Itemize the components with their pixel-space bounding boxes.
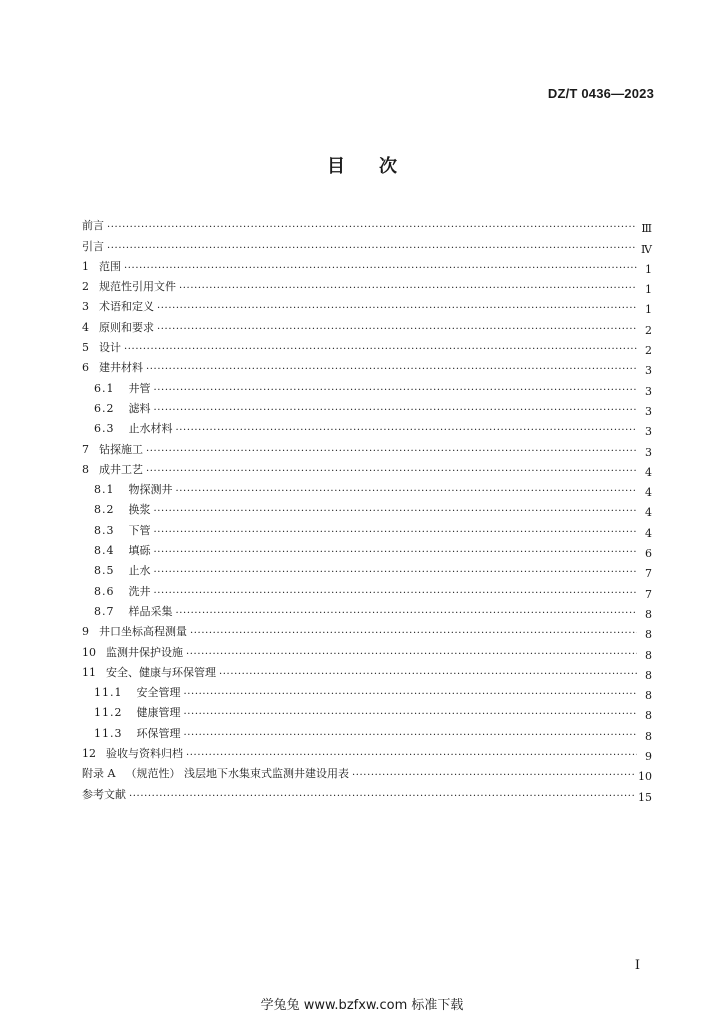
toc-entry-number: 3	[82, 300, 89, 314]
toc-entry-number: 8.1	[94, 483, 115, 497]
toc-entry[interactable]	[82, 639, 652, 662]
toc-entry-page: 6	[645, 547, 652, 561]
toc-entry-page: 1	[645, 262, 652, 276]
toc-entry-number: 4	[82, 320, 89, 334]
toc-entry-label: 成井工艺	[99, 462, 143, 476]
toc-entry-page: Ⅳ	[641, 242, 652, 256]
footer-watermark: 学兔兔 www.bzfxw.com 标准下载	[260, 998, 464, 1013]
toc-entry-page: 3	[645, 425, 652, 439]
toc-entry-label: 安全、健康与环保管理	[106, 665, 216, 679]
toc-entry-label: 换浆	[128, 503, 151, 517]
toc-entry-page: 8	[645, 709, 652, 723]
page-number: I	[634, 958, 640, 973]
toc-entry-label: 洗井	[128, 584, 151, 598]
toc-entry-label: 钻探施工	[99, 442, 143, 456]
toc-entry-number: 11.1	[94, 686, 123, 700]
toc-entry-page: 3	[645, 445, 652, 459]
toc-entry-page: 3	[645, 404, 652, 418]
toc-entry-page: 2	[645, 344, 652, 358]
toc-entry-label: 填砾	[128, 544, 151, 558]
toc-entry-page: 8	[645, 668, 652, 682]
toc-entry-number: 7	[82, 442, 89, 456]
toc-leader-dots	[146, 465, 637, 477]
toc-entry-label: 建井材料	[99, 361, 143, 375]
toc-entry-page: 1	[645, 283, 652, 297]
toc-entry-page: 9	[645, 750, 652, 764]
toc-entry[interactable]	[82, 517, 652, 540]
toc-entry[interactable]	[82, 314, 652, 337]
toc-entry-number: 8.2	[94, 503, 115, 517]
toc-entry-number: 6.2	[94, 401, 115, 415]
toc-entry-label: 样品采集	[128, 604, 173, 618]
toc-entry-page: 4	[645, 526, 652, 540]
toc-entry-number: 8.5	[94, 564, 115, 578]
toc-entry-number: 8.4	[94, 544, 115, 558]
toc-leader-dots	[176, 485, 638, 497]
toc-entry-number: 6.3	[94, 422, 115, 436]
toc-entry-label: 前言	[82, 219, 104, 233]
toc-entry-label: 物探测井	[128, 483, 173, 497]
toc-entry-number: 9	[82, 625, 89, 639]
toc-leader-dots	[154, 526, 638, 538]
toc-entry-page: 1	[645, 303, 652, 317]
toc-leader-dots	[190, 627, 637, 639]
toc-entry-number: 2	[82, 280, 89, 294]
toc-leader-dots	[154, 505, 638, 517]
toc-entry[interactable]	[82, 375, 652, 398]
toc-entry[interactable]	[82, 781, 652, 804]
toc-leader-dots	[154, 587, 638, 599]
toc-entry-number: 6.1	[94, 381, 115, 395]
toc-entry[interactable]	[82, 233, 652, 256]
toc-entry-number: 12	[82, 747, 96, 761]
toc-entry[interactable]	[82, 355, 652, 378]
toc-entry-label: 设计	[99, 341, 121, 355]
toc-entry-label: 安全管理	[136, 686, 181, 700]
toc-entry[interactable]	[82, 680, 652, 703]
toc-entry-page: 8	[645, 628, 652, 642]
toc-entry[interactable]	[82, 700, 652, 723]
toc-entry[interactable]	[82, 396, 652, 416]
toc-entry-number: 8.3	[94, 523, 115, 537]
toc-leader-dots	[184, 688, 638, 700]
toc-leader-dots	[176, 607, 638, 619]
toc-entry-number: 附录 A	[82, 767, 116, 781]
toc-entry-page: 7	[645, 567, 652, 581]
toc-leader-dots	[154, 404, 638, 416]
toc-entry-label: 止水材料	[128, 422, 173, 436]
toc-entry[interactable]	[82, 741, 652, 764]
toc-entry[interactable]	[82, 213, 652, 236]
toc-leader-dots	[154, 566, 638, 578]
toc-entry-label: 下管	[128, 523, 151, 537]
toc-entry[interactable]	[82, 538, 652, 561]
toc-entry-label: 范围	[99, 259, 121, 273]
toc-leader-dots	[184, 729, 638, 741]
toc-leader-dots	[146, 363, 637, 375]
toc-entry-label: （规范性） 浅层地下水集束式监测井建设用表	[125, 767, 349, 781]
toc-entry-page: 8	[645, 729, 652, 743]
toc-leader-dots	[179, 282, 637, 294]
toc-entry[interactable]	[82, 457, 652, 477]
toc-entry[interactable]	[82, 477, 652, 500]
toc-entry[interactable]	[82, 761, 652, 784]
toc-entry[interactable]	[82, 416, 652, 439]
toc-entry-label: 参考文献	[82, 787, 126, 801]
toc-entry-label: 原则和要求	[99, 320, 154, 334]
page-title: 目次	[327, 156, 431, 177]
toc-leader-dots	[124, 343, 637, 355]
toc-leader-dots	[352, 769, 635, 781]
toc-entry-label: 滤料	[128, 401, 151, 415]
toc-entry-label: 引言	[82, 239, 104, 253]
toc-leader-dots	[107, 242, 637, 254]
toc-entry-page: 8	[645, 607, 652, 621]
toc-leader-dots	[124, 262, 637, 274]
toc-entry-page: 3	[645, 384, 652, 398]
toc-entry-number: 1	[82, 259, 89, 273]
toc-entry-number: 8.7	[94, 604, 115, 618]
toc-entry-number: 6	[82, 361, 89, 375]
toc-leader-dots	[146, 445, 637, 457]
toc-entry-number: 8	[82, 462, 89, 476]
toc-leader-dots	[157, 302, 637, 314]
toc-entry-page: 4	[645, 465, 652, 479]
toc-leader-dots	[107, 221, 637, 233]
toc-entry-page: 10	[638, 770, 652, 784]
toc-entry-label: 术语和定义	[99, 300, 154, 314]
toc-entry-page: 8	[645, 689, 652, 703]
toc-entry-number: 11.2	[94, 706, 123, 720]
toc-entry-label: 止水	[128, 564, 151, 578]
toc-entry-page: 4	[645, 506, 652, 520]
toc-entry-label: 井管	[128, 381, 151, 395]
toc-entry[interactable]	[82, 274, 652, 297]
toc-entry-page: Ⅲ	[641, 222, 652, 236]
toc-entry-number: 11.3	[94, 726, 123, 740]
toc-entry[interactable]	[82, 254, 652, 274]
toc-entry-number: 10	[82, 645, 96, 659]
toc-leader-dots	[186, 648, 637, 660]
toc-entry[interactable]	[82, 660, 652, 680]
toc-leader-dots	[176, 424, 638, 436]
standard-code: DZ/T 0436—2023	[547, 86, 654, 101]
toc-entry[interactable]	[82, 619, 652, 642]
toc-leader-dots	[184, 708, 638, 720]
toc-entry[interactable]	[82, 294, 652, 317]
toc-entry[interactable]	[82, 578, 652, 601]
toc-entry[interactable]	[82, 558, 652, 581]
toc-entry-label: 健康管理	[136, 706, 181, 720]
toc-entry-label: 环保管理	[136, 726, 181, 740]
toc-entry-page: 15	[638, 790, 652, 804]
toc-entry[interactable]	[82, 720, 652, 743]
toc-leader-dots	[154, 546, 638, 558]
table-of-contents	[82, 213, 652, 802]
toc-entry-page: 2	[645, 323, 652, 337]
toc-leader-dots	[129, 790, 635, 802]
toc-leader-dots	[154, 384, 638, 396]
toc-leader-dots	[219, 668, 637, 680]
toc-entry[interactable]	[82, 335, 652, 358]
toc-leader-dots	[157, 323, 637, 335]
toc-entry-page: 7	[645, 587, 652, 601]
toc-entry-number: 11	[82, 665, 96, 679]
toc-entry-number: 5	[82, 341, 89, 355]
toc-entry-page: 4	[645, 486, 652, 500]
toc-entry-label: 验收与资料归档	[106, 747, 183, 761]
toc-entry-label: 监测井保护设施	[106, 645, 183, 659]
toc-entry[interactable]	[82, 497, 652, 520]
toc-entry-label: 井口坐标高程测量	[99, 625, 187, 639]
toc-entry[interactable]	[82, 599, 652, 619]
toc-entry[interactable]	[82, 436, 652, 459]
toc-leader-dots	[186, 749, 637, 761]
toc-entry-page: 3	[645, 364, 652, 378]
toc-entry-page: 8	[645, 648, 652, 662]
toc-entry-label: 规范性引用文件	[99, 280, 176, 294]
toc-entry-number: 8.6	[94, 584, 115, 598]
